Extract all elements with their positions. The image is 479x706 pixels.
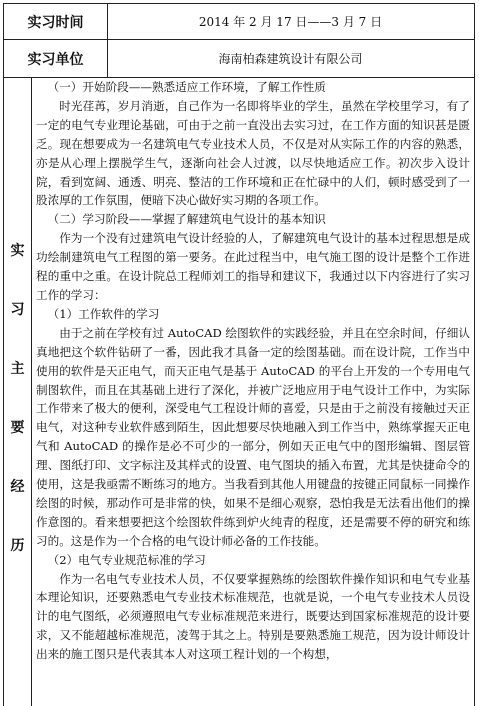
- internship-time-label: 实习时间: [4, 4, 108, 39]
- paragraph: 时光荏苒，岁月消逝，自己作为一名即将毕业的学生，虽然在学校里学习，有了一定的电气专业理论基础，可由于之前一直没出去实习过，在工作方面的知识甚是匮乏。现在想要成为一名建筑电气专业技术人员，不仅是对从实际工作的内容的熟悉，亦是从心理上摆脱学生气，逐渐向社会人过渡，以尽快地适应工作。初次步入设计院，看到宽阔、通透、明亮、整洁的工作环境和正在忙碌中的人们，顿时感受到了一股浓厚的工作氛围，便暗下决心做好实习期的各项工作。: [36, 98, 470, 208]
- side-char: 要: [10, 419, 25, 436]
- side-char: 经: [10, 478, 25, 495]
- side-char: 历: [10, 537, 25, 554]
- experience-text: [36, 78, 470, 706]
- paragraph: 作为一名电气专业技术人员，不仅要掌握熟练的绘图软件操作知识和电气专业基本理论知识，还要熟悉电气专业技术标准规范，也就是说，一个电气专业技术人员设计的电气图纸，必须遵照电气专业标准规范来进行，既要达到国家标准规范的设计要求，又不能超越标准规范，凌驾于其之上。特别是要熟悉施工规范，因为设计师设计出来的施工图只是代表其本人对这项工程计划的一个构想，: [36, 571, 470, 662]
- side-char: 习: [10, 301, 25, 318]
- internship-unit-row: [4, 40, 474, 78]
- paragraph: 作为一个没有过建筑电气设计经验的人，了解建筑电气设计的基本过程思想是成功绘制建筑电气工程图的第一要务。在此过程当中，电气施工图的设计是整个工作进程的重中之重。在设计院总工程师刘工的指导和建议下，我通过以下内容进行了实习工作的学习：: [36, 231, 470, 302]
- internship-unit-label: 实习单位: [4, 40, 108, 77]
- internship-form: [3, 3, 475, 706]
- section-heading: （2）电气专业规范标准的学习: [47, 552, 206, 567]
- section-heading: （二）学习阶段——掌握了解建筑电气设计的基本知识: [47, 212, 326, 227]
- internship-time-row: [4, 4, 474, 40]
- section-heading: （一）开始阶段——熟悉适应工作环境，了解工作性质: [47, 80, 326, 94]
- main-experience-label: [4, 78, 32, 706]
- main-experience-row: [4, 78, 474, 706]
- internship-unit-value: 海南柏森建筑设计有限公司: [218, 52, 363, 66]
- side-char: 主: [10, 360, 25, 377]
- section-heading: （1）工作软件的学习: [47, 306, 160, 321]
- internship-time-value: 2014 年 2 月 17 日——3 月 7 日: [198, 15, 383, 29]
- side-char: 实: [10, 242, 25, 259]
- paragraph: 由于之前在学校有过 AutoCAD 绘图软件的实践经验，并且在空余时间，仔细认真地把这个软件钻研了一番，因此我才具备一定的绘图基础。而在设计院，工作当中使用的软件是天正电气，而天正电气是基于 AutoCAD 的平台上开发的一个专用电气制图软件，而且在其基础上进行了深化，并被广泛地应用于电气设计工作中，为实际工作带来了极大的便利，深受电气工程设计师的喜爱，只是由于之前没有接触过天正电气，对这种专业软件感到陌生，因此想要尽快地融入到工作当中，熟练掌握天正电气和 AutoCAD 的操作是必不可少的一部分，例如天正电气中的图形编辑、图层管理、图纸打印、文字标注及其样式的设置、电气图块的插入布置，尤其是快捷命令的使用，这是我亟需不断练习的地方。当我看到其他人用键盘的按键正同鼠标一同操作绘图的时候，那动作可是非常的快，如果不是细心观察，恐怕我是无法看出他们的操作意图的。看来想要把这个绘图软件练到炉火纯青的程度，还是需要不停的研究和练习的。这是作为一个合格的电气设计师必备的工作技能。: [36, 325, 470, 548]
